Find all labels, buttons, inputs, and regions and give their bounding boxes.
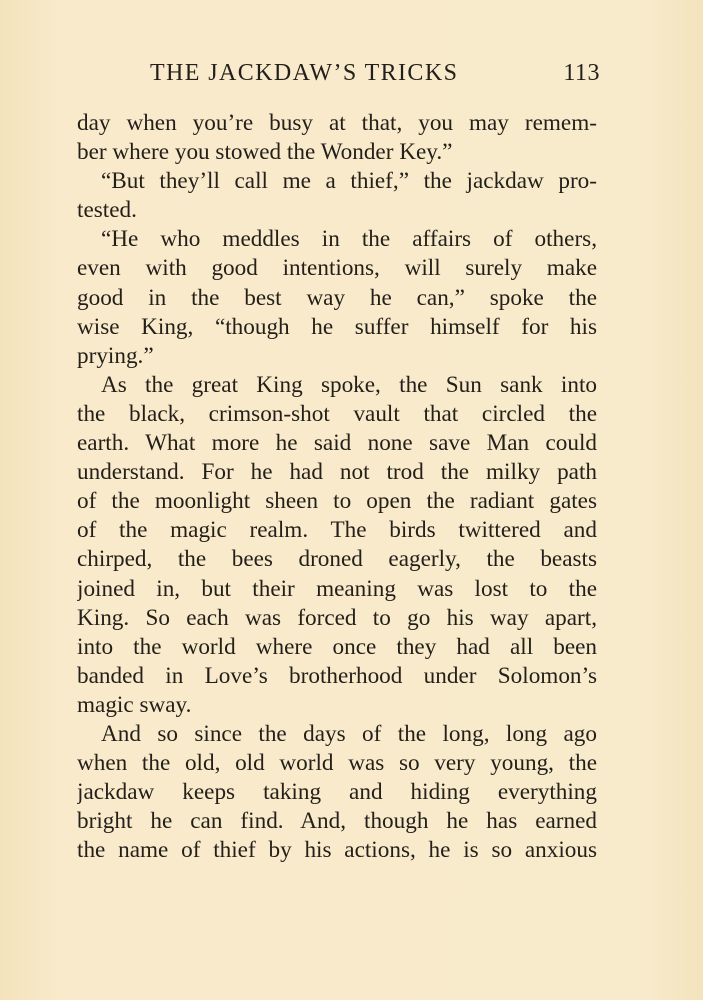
- text-line: into the world where once they had all been: [77, 633, 597, 660]
- text-line: day when you’re busy at that, you may remem-: [77, 110, 597, 136]
- text-line: bright he can find. And, though he has earned: [77, 808, 597, 835]
- text-line: As the great King spoke, the Sun sank into: [101, 371, 597, 398]
- text-line: the name of thief by his actions, he is so anxious: [77, 837, 597, 864]
- text-line: when the old, old world was so very young, the: [77, 750, 597, 777]
- text-line: earth. What more he said none save Man could: [77, 430, 597, 457]
- text-line: of the moonlight sheen to open the radiant gates: [77, 488, 597, 515]
- text-line: understand. For he had not trod the milky path: [77, 459, 597, 486]
- body-text: [77, 109, 597, 865]
- text-line: King. So each was forced to go his way apart,: [77, 604, 597, 631]
- page-number: 113: [563, 60, 600, 86]
- text-line: tested.: [77, 197, 137, 224]
- text-line: jackdaw keeps taking and hiding everything: [77, 779, 597, 806]
- text-line: the black, crimson-shot vault that circled the: [77, 400, 597, 427]
- text-line: “He who meddles in the affairs of others,: [101, 226, 597, 253]
- text-line: even with good intentions, will surely make: [77, 255, 597, 282]
- text-line: “But they’ll call me a thief,” the jackdaw pro-: [101, 168, 597, 195]
- text-line: ber where you stowed the Wonder Key.”: [77, 139, 453, 166]
- running-head: [150, 60, 600, 96]
- running-title: THE JACKDAW’S TRICKS: [150, 60, 459, 86]
- text-line: joined in, but their meaning was lost to the: [77, 575, 597, 602]
- text-line: of the magic realm. The birds twittered and: [77, 517, 597, 544]
- text-line: good in the best way he can,” spoke the: [77, 284, 597, 311]
- text-line: chirped, the bees droned eagerly, the beasts: [77, 546, 597, 573]
- text-line: magic sway.: [77, 691, 192, 718]
- text-line: banded in Love’s brotherhood under Solomon’s: [77, 662, 597, 689]
- text-line: wise King, “though he suffer himself for his: [77, 313, 597, 340]
- text-line: prying.”: [77, 342, 154, 369]
- text-line: And so since the days of the long, long ago: [101, 720, 597, 747]
